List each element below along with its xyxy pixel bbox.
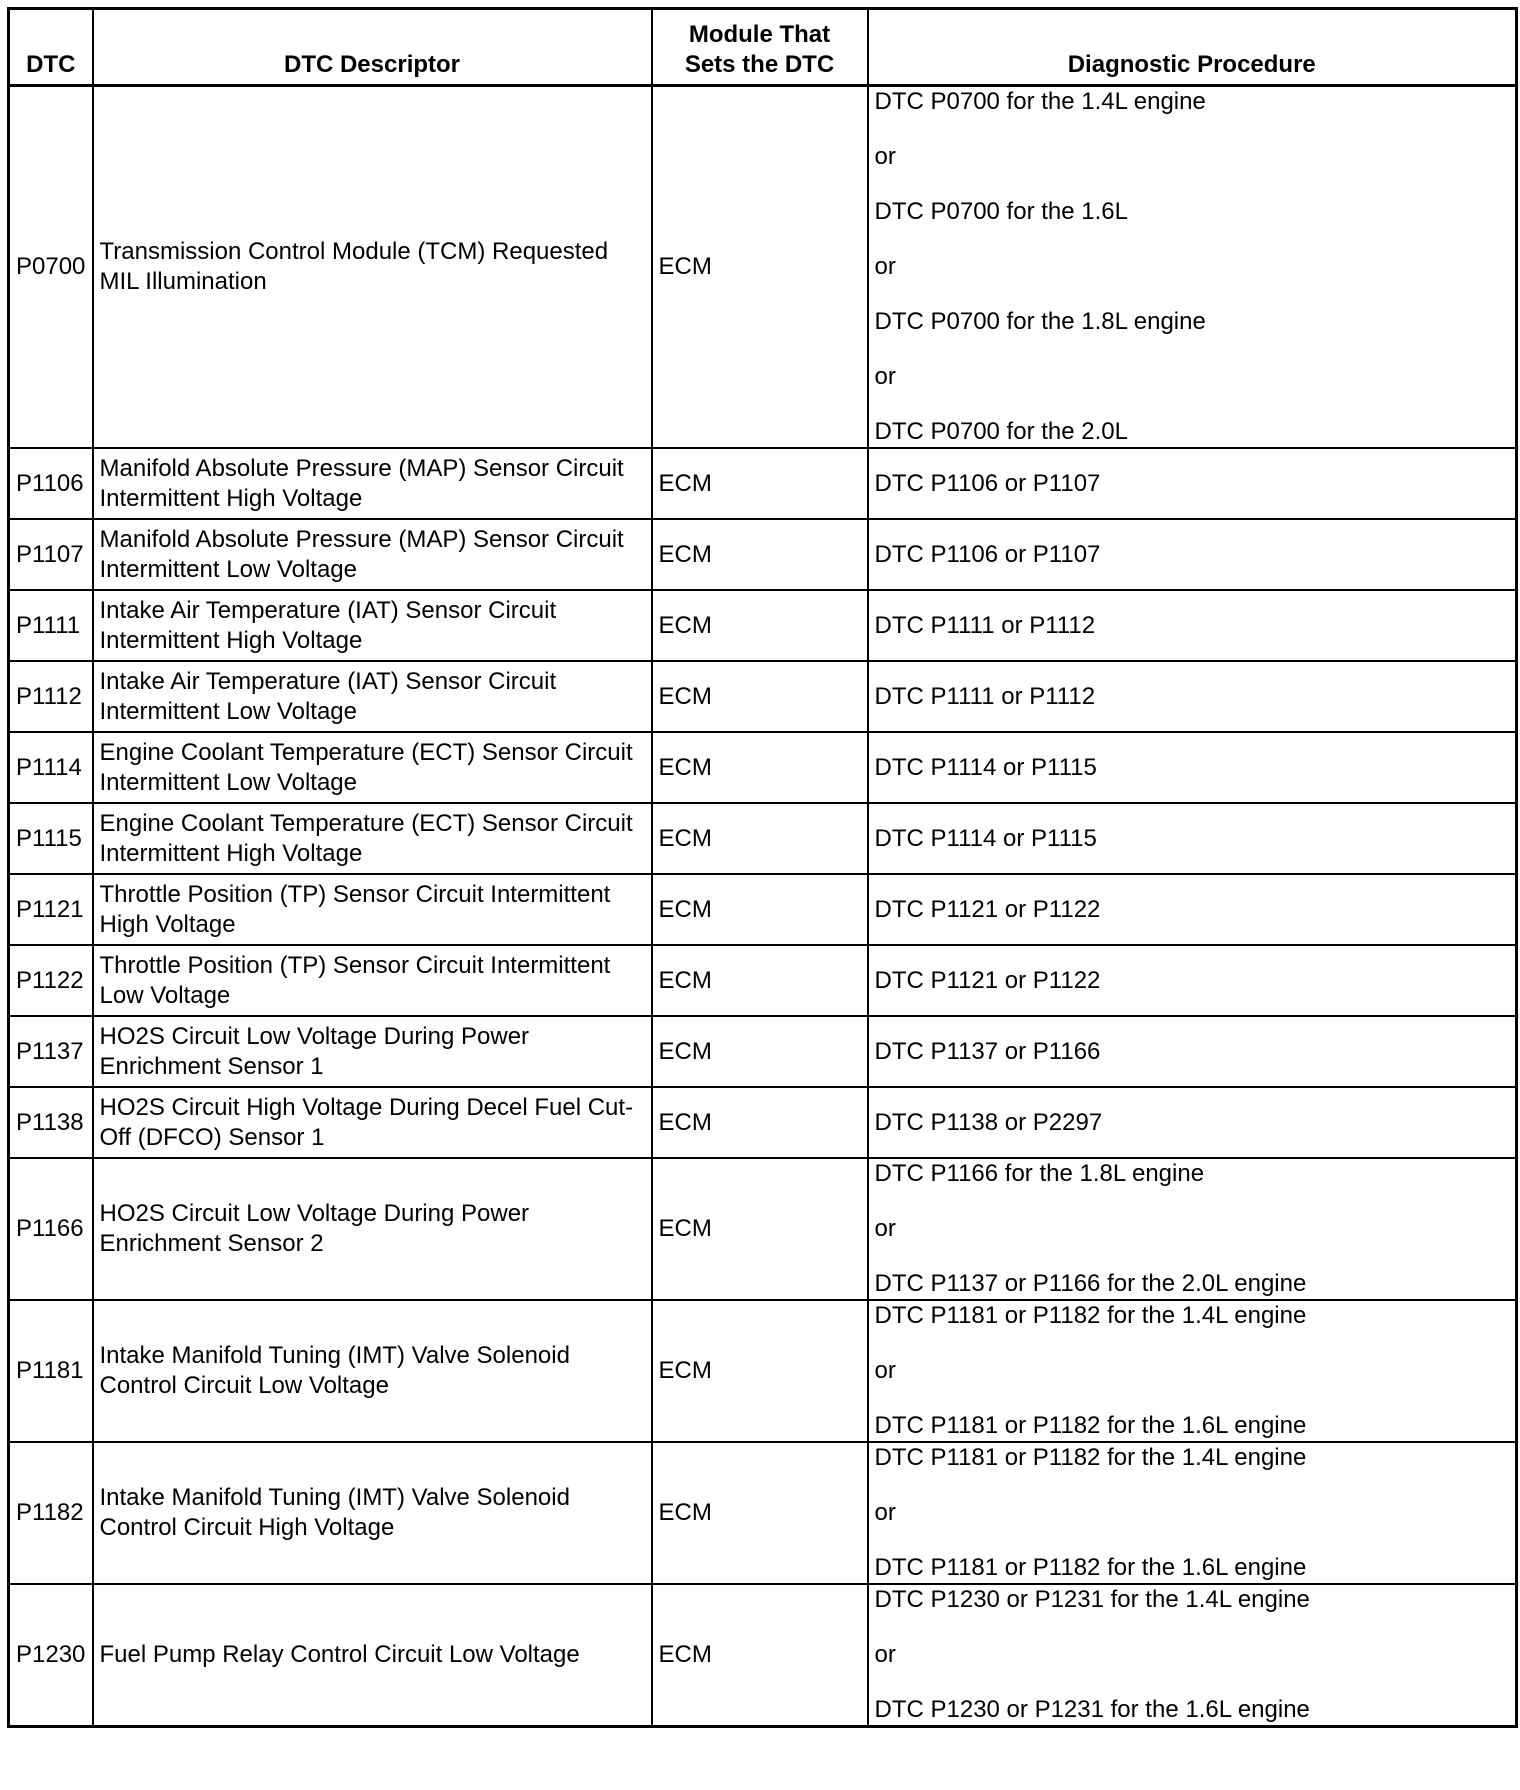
table-row: [9, 874, 1517, 945]
dtc-code-cell: P1112: [9, 661, 93, 732]
procedure-link-text: DTC P1181 or P1182 for the 1.4L engine: [874, 1302, 1307, 1329]
procedure-link-text: DTC P1181 or P1182 for the 1.6L engine: [874, 1554, 1307, 1581]
dtc-descriptor-cell: Manifold Absolute Pressure (MAP) Sensor Circuit Intermittent Low Voltage: [93, 519, 652, 590]
dtc-descriptor-cell: Engine Coolant Temperature (ECT) Sensor Circuit Intermittent Low Voltage: [93, 732, 652, 803]
dtc-descriptor-cell: Fuel Pump Relay Control Circuit Low Voltage: [93, 1584, 652, 1727]
dtc-code-cell: P1115: [9, 803, 93, 874]
procedure-or-text: or: [874, 1215, 896, 1242]
dtc-code-cell: P1106: [9, 448, 93, 519]
diagnostic-procedure-cell: [868, 1016, 1517, 1087]
procedure-link-text: DTC P1230 or P1231 for the 1.6L engine: [874, 1696, 1310, 1723]
procedure-link-text: DTC P1114 or P1115: [874, 824, 1097, 852]
diagnostic-procedure-cell: [868, 874, 1517, 945]
dtc-code-cell: P1138: [9, 1087, 93, 1158]
diagnostic-procedure-cell: [868, 945, 1517, 1016]
procedure-link-text: DTC P1121 or P1122: [874, 895, 1101, 923]
module-cell: ECM: [652, 874, 868, 945]
header-module: [652, 9, 868, 86]
module-cell: ECM: [652, 945, 868, 1016]
table-row: [9, 732, 1517, 803]
table-row: [9, 1442, 1517, 1584]
table-row: [9, 1584, 1517, 1727]
module-cell: ECM: [652, 1300, 868, 1442]
procedure-link-text: DTC P0700 for the 1.6L: [874, 198, 1128, 225]
procedure-link-text: DTC P1137 or P1166 for the 2.0L engine: [874, 1270, 1307, 1297]
module-cell: ECM: [652, 1087, 868, 1158]
table-row: [9, 1300, 1517, 1442]
procedure-link-text: DTC P0700 for the 1.8L engine: [874, 308, 1206, 335]
dtc-code-cell: P1122: [9, 945, 93, 1016]
dtc-descriptor-cell: Intake Air Temperature (IAT) Sensor Circuit Intermittent High Voltage: [93, 590, 652, 661]
dtc-descriptor-cell: Throttle Position (TP) Sensor Circuit Intermittent High Voltage: [93, 874, 652, 945]
header-row: [9, 9, 1517, 86]
procedure-link-text: DTC P1111 or P1112: [874, 682, 1096, 710]
table-row: [9, 1016, 1517, 1087]
dtc-code-cell: P1107: [9, 519, 93, 590]
dtc-code-cell: P1121: [9, 874, 93, 945]
procedure-or-text: or: [874, 1357, 896, 1384]
module-cell: ECM: [652, 1158, 868, 1300]
diagnostic-procedure-cell: [868, 519, 1517, 590]
diagnostic-procedure-cell: [868, 590, 1517, 661]
header-module-line1: Module That: [688, 21, 831, 48]
procedure-or-text: or: [874, 143, 896, 170]
dtc-code-cell: P1182: [9, 1442, 93, 1584]
header-dtc: DTC: [9, 9, 93, 86]
table-row: [9, 1158, 1517, 1300]
module-cell: ECM: [652, 519, 868, 590]
module-cell: ECM: [652, 448, 868, 519]
procedure-or-text: or: [874, 253, 896, 280]
procedure-link-text: DTC P0700 for the 2.0L: [874, 418, 1128, 445]
diagnostic-procedure-cell: [868, 86, 1517, 449]
module-cell: ECM: [652, 86, 868, 449]
dtc-descriptor-cell: HO2S Circuit Low Voltage During Power Enrichment Sensor 2: [93, 1158, 652, 1300]
dtc-descriptor-cell: Intake Manifold Tuning (IMT) Valve Solenoid Control Circuit Low Voltage: [93, 1300, 652, 1442]
procedure-link-text: DTC P0700 for the 1.4L engine: [874, 88, 1206, 115]
procedure-link-text: DTC P1181 or P1182 for the 1.6L engine: [874, 1412, 1307, 1439]
dtc-code-cell: P1166: [9, 1158, 93, 1300]
table-row: [9, 448, 1517, 519]
diagnostic-procedure-cell: [868, 1087, 1517, 1158]
procedure-link-text: DTC P1137 or P1166: [874, 1037, 1101, 1065]
procedure-link-text: DTC P1111 or P1112: [874, 611, 1096, 639]
module-cell: ECM: [652, 661, 868, 732]
dtc-descriptor-cell: HO2S Circuit Low Voltage During Power Enrichment Sensor 1: [93, 1016, 652, 1087]
dtc-code-cell: P1181: [9, 1300, 93, 1442]
table-row: [9, 590, 1517, 661]
diagnostic-procedure-cell: [868, 803, 1517, 874]
procedure-link-text: DTC P1166 for the 1.8L engine: [874, 1160, 1205, 1187]
diagnostic-procedure-cell: [868, 1442, 1517, 1584]
module-cell: ECM: [652, 1016, 868, 1087]
module-cell: ECM: [652, 1584, 868, 1727]
diagnostic-procedure-cell: [868, 732, 1517, 803]
table-row: [9, 945, 1517, 1016]
procedure-link-text: DTC P1114 or P1115: [874, 753, 1097, 781]
procedure-link-text: DTC P1138 or P2297: [874, 1108, 1103, 1136]
dtc-descriptor-cell: HO2S Circuit High Voltage During Decel Fuel Cut-Off (DFCO) Sensor 1: [93, 1087, 652, 1158]
procedure-link-text: DTC P1106 or P1107: [874, 469, 1101, 497]
module-cell: ECM: [652, 732, 868, 803]
module-cell: ECM: [652, 803, 868, 874]
diagnostic-procedure-cell: [868, 1584, 1517, 1727]
dtc-descriptor-cell: Intake Manifold Tuning (IMT) Valve Solenoid Control Circuit High Voltage: [93, 1442, 652, 1584]
procedure-link-text: DTC P1181 or P1182 for the 1.4L engine: [874, 1444, 1307, 1471]
dtc-descriptor-cell: Throttle Position (TP) Sensor Circuit Intermittent Low Voltage: [93, 945, 652, 1016]
dtc-code-cell: P1114: [9, 732, 93, 803]
table-row: [9, 86, 1517, 449]
header-module-line2: Sets the DTC: [684, 51, 835, 78]
diagnostic-procedure-cell: [868, 1158, 1517, 1300]
header-descriptor: DTC Descriptor: [93, 9, 652, 86]
dtc-code-cell: P1137: [9, 1016, 93, 1087]
table-row: [9, 803, 1517, 874]
dtc-code-cell: P1111: [9, 590, 93, 661]
module-cell: ECM: [652, 1442, 868, 1584]
dtc-descriptor-cell: Manifold Absolute Pressure (MAP) Sensor Circuit Intermittent High Voltage: [93, 448, 652, 519]
dtc-descriptor-cell: Engine Coolant Temperature (ECT) Sensor Circuit Intermittent High Voltage: [93, 803, 652, 874]
header-procedure: Diagnostic Procedure: [868, 9, 1517, 86]
diagnostic-procedure-cell: [868, 661, 1517, 732]
table-row: [9, 661, 1517, 732]
table-body: [9, 86, 1517, 1727]
dtc-code-cell: P0700: [9, 86, 93, 449]
diagnostic-procedure-cell: [868, 448, 1517, 519]
procedure-or-text: or: [874, 1499, 896, 1526]
dtc-descriptor-cell: Transmission Control Module (TCM) Requested MIL Illumination: [93, 86, 652, 449]
table-row: [9, 1087, 1517, 1158]
module-cell: ECM: [652, 590, 868, 661]
dtc-table: [7, 7, 1518, 1728]
diagnostic-procedure-cell: [868, 1300, 1517, 1442]
procedure-or-text: or: [874, 1641, 896, 1668]
procedure-link-text: DTC P1121 or P1122: [874, 966, 1101, 994]
procedure-link-text: DTC P1106 or P1107: [874, 540, 1101, 568]
table-row: [9, 519, 1517, 590]
dtc-code-cell: P1230: [9, 1584, 93, 1727]
dtc-descriptor-cell: Intake Air Temperature (IAT) Sensor Circuit Intermittent Low Voltage: [93, 661, 652, 732]
procedure-link-text: DTC P1230 or P1231 for the 1.4L engine: [874, 1586, 1310, 1613]
procedure-or-text: or: [874, 363, 896, 390]
